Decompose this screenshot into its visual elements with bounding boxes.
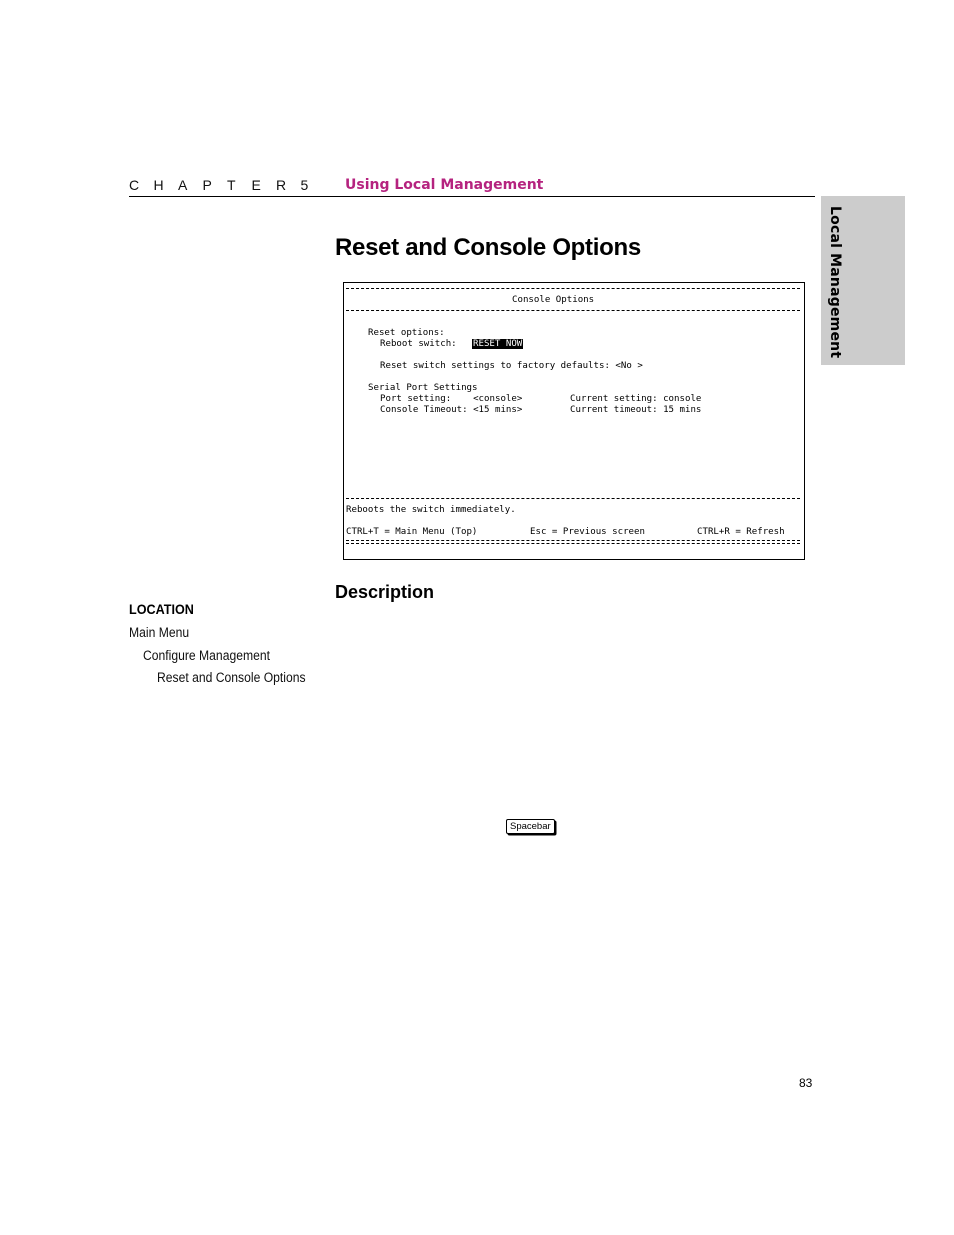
factory-defaults-option[interactable]: Reset switch settings to factory defaults: <No >: [380, 361, 643, 371]
terminal-bottom-rule-2: [346, 543, 800, 544]
current-timeout-value: Current timeout: 15 mins: [570, 405, 702, 415]
console-options-screen: [343, 282, 805, 560]
page-number: 83: [799, 1076, 813, 1090]
current-setting-value: Current setting: console: [570, 394, 702, 404]
chapter-title: Using Local Management: [345, 177, 544, 193]
terminal-top-rule: [346, 288, 800, 289]
console-timeout-field[interactable]: Console Timeout: <15 mins>: [380, 405, 523, 415]
terminal-bottom-rule-1: [346, 540, 800, 541]
reset-now-label: RESET NOW: [473, 339, 523, 349]
location-path-reset-console-options: Reset and Console Options: [157, 670, 306, 685]
footer-main-menu[interactable]: CTRL+T = Main Menu (Top): [346, 527, 478, 537]
location-path-main-menu: Main Menu: [129, 625, 190, 640]
section-title: Reset and Console Options: [335, 234, 641, 261]
port-setting-field[interactable]: Port setting: <console>: [380, 394, 523, 404]
terminal-status-rule: [346, 498, 800, 499]
location-heading: LOCATION: [129, 601, 194, 617]
spacebar-key-icon: Spacebar: [506, 819, 555, 834]
reset-options-label: Reset options:: [368, 328, 445, 338]
footer-previous-screen[interactable]: Esc = Previous screen: [530, 527, 645, 537]
status-message: Reboots the switch immediately.: [346, 505, 516, 515]
side-tab-label: Local Management: [827, 206, 843, 359]
description-heading: Description: [335, 582, 435, 602]
terminal-title: Console Options: [512, 295, 595, 305]
reboot-switch-label: Reboot switch:: [380, 339, 457, 349]
header-rule: [129, 196, 815, 197]
terminal-title-rule: [346, 310, 800, 311]
serial-port-heading: Serial Port Settings: [368, 383, 478, 393]
chapter-label: C H A P T E R 5: [129, 177, 309, 193]
side-tab: [821, 196, 905, 365]
reset-now-button[interactable]: [472, 339, 523, 350]
footer-refresh[interactable]: CTRL+R = Refresh: [697, 527, 785, 537]
location-path-configure-management: Configure Management: [143, 648, 270, 663]
